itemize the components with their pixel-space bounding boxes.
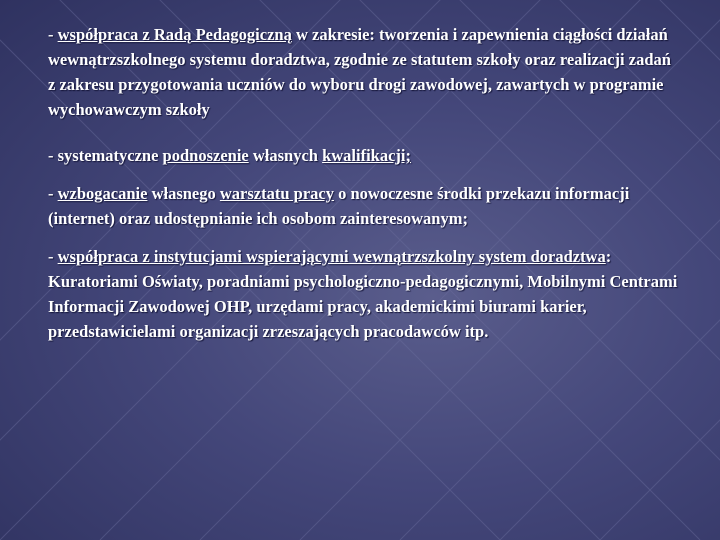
underlined-phrase: kwalifikacji; [322, 146, 412, 165]
item-text: własnego [147, 184, 220, 203]
list-item-kwalifikacje [48, 143, 678, 168]
list-item-instytucje [48, 244, 678, 344]
item-dash: - [48, 25, 58, 44]
underlined-phrase: warsztatu pracy [219, 184, 334, 203]
item-dash: - [48, 184, 58, 203]
item-dash: - [48, 247, 58, 266]
item-dash: - [48, 146, 58, 165]
underlined-phrase: współpraca z Radą Pedagogiczną [57, 25, 292, 44]
underlined-phrase: wzbogacanie [57, 184, 148, 203]
underlined-phrase: podnoszenie [162, 146, 249, 165]
item-text: własnych [248, 146, 323, 165]
item-text: : Kuratoriami Oświaty, poradniami psychologiczno-pedagogicznymi, Mobilnymi Centrami Informacji Zawodowej OHP, urzędami pracy, akademickimi biurami karier, przedstawicielami organizacji zrzeszających pracodawców itp. [48, 247, 678, 341]
item-text: w zakresie: tworzenia i zapewnienia ciągłości działań wewnątrzszkolnego systemu doradztwa, zgodnie ze statutem szkoły oraz realizacji zadań z zakresu przygotowania uczniów do wyboru drogi zawodowej, zawartych w programie wychowawczym szkoły [48, 25, 671, 119]
list-item-rada-pedagogiczna [48, 22, 678, 122]
list-item-warsztat-pracy [48, 181, 678, 231]
item-text: systematyczne [57, 146, 163, 165]
slide-body [48, 22, 678, 344]
item-text: o nowoczesne środki przekazu informacji (internet) oraz udostępnianie ich osobom zainteresowanym; [48, 184, 630, 228]
underlined-phrase: współpraca z instytucjami wspierającymi wewnątrzszkolny system doradztwa [57, 247, 606, 266]
